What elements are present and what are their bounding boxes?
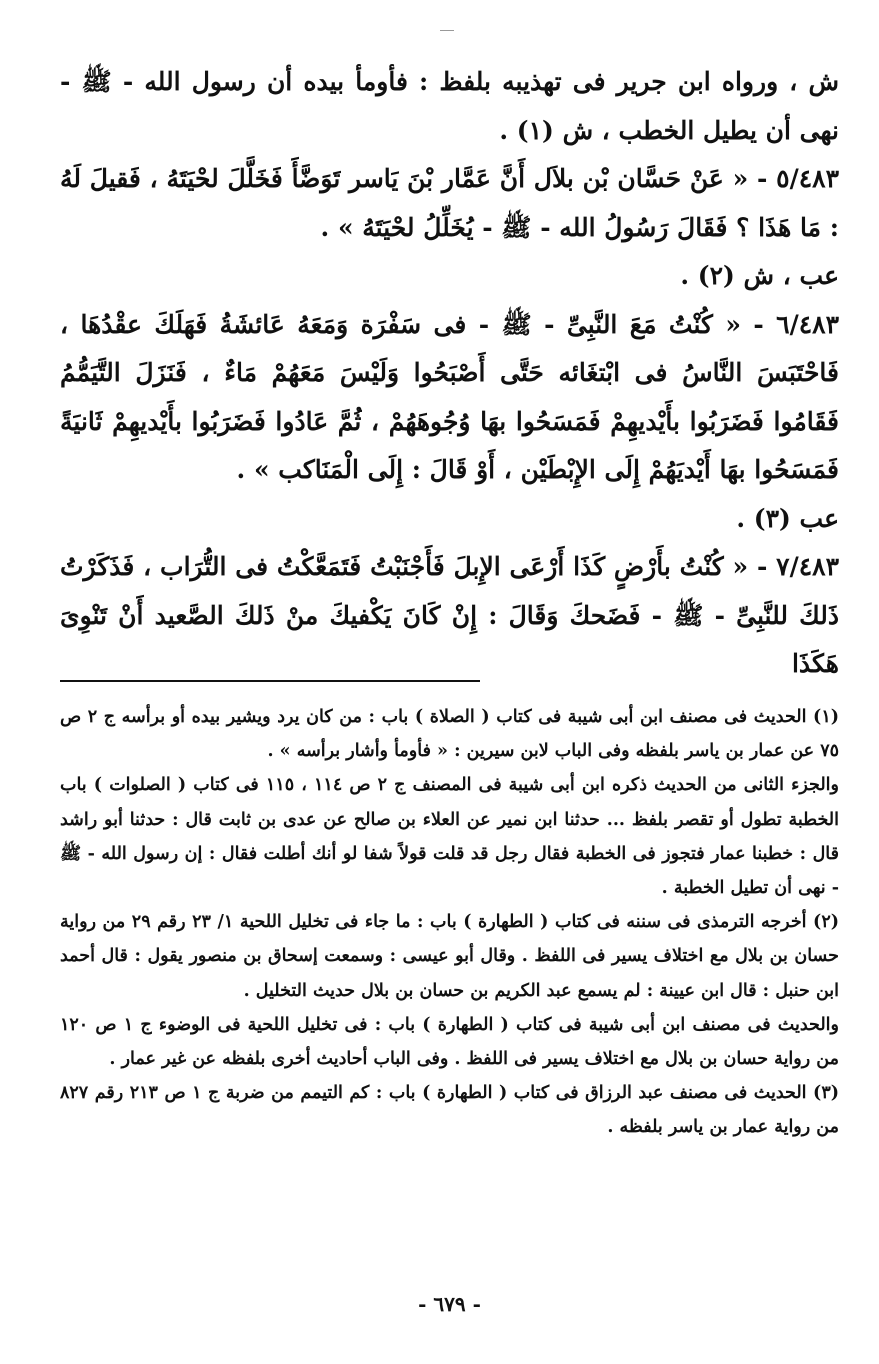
hadith-483-5: ٥/٤٨٣ - « عَنْ حَسَّان بْن بلاَل أَنَّ عَمَّار بْنَ يَاسر تَوَضَّأَ فَخَلَّلَ لحْيَتَهُ ، فَقيلَ لَهُ : مَا هَذَا ؟ فَقَالَ رَسُولُ الله - ﷺ - يُخَلِّلُ لحْيَتَهُ » .: [60, 164, 839, 242]
document-page: [60, 0, 839, 1364]
footnotes: [60, 700, 839, 1145]
paragraph-continuation: ش ، ورواه ابن جرير فى تهذيبه بلفظ : فأومأ بيده أن رسول الله - ﷺ - نهى أن يطيل الخطب ، ش (١) .: [60, 67, 839, 145]
source-reference: عب ، ش (٢) .: [680, 261, 839, 290]
footnote-2-continued: والحديث فى مصنف ابن أبى شيبة فى كتاب ( الطهارة ) باب : فى تخليل اللحية فى الوضوء ج ١ ص ١٢٠ من رواية حسان بن بلال مع اختلاف يسير فى اللفظ . وفى الباب أحاديث أخرى بلفظه عن غير عمار .: [60, 1014, 839, 1070]
source-reference: عب (٣) .: [736, 503, 839, 533]
footnote-3: (٣) الحديث فى مصنف عبد الرزاق فى كتاب ( الطهارة ) باب : كم التيمم من ضربة ج ١ ص ٢١٣ رقم ٨٢٧ من رواية عمار بن ياسر بلفظه .: [60, 1083, 840, 1138]
footnote-2: (٢) أخرجه الترمذى فى سننه فى كتاب ( الطهارة ) باب : ما جاء فى تخليل اللحية ١/ ٢٣ رقم ٢٩ من رواية حسان بن بلال مع اختلاف يسير فى اللفظ . وقال أبو عيسى : وسمعت إسحاق بن منصور يقول : قال أحمد ابن حنبل : قال ابن عيينة : لم يسمع عبد الكريم بن حسان بن بلال حديث التخليل .: [60, 912, 840, 1001]
footnote-1-continued: والجزء الثانى من الحديث ذكره ابن أبى شيبة فى المصنف ج ٢ ص ١١٤ ، ١١٥ فى كتاب ( الصلوات ) باب الخطبة تطول أو تقصر بلفظ ... حدثنا ابن نمير عن العلاء بن صالح عن عدى بن ثابت قال : حدثنا أبو راشد قال : خطبنا عمار فتجوز فى الخطبة فقال رجل قد قلت قولاً شفا لو أنك أطلت فقال : إن رسول الله - ﷺ - نهى أن تطيل الخطبة .: [60, 775, 840, 899]
footnote-divider: [60, 680, 480, 682]
footnote-1: (١) الحديث فى مصنف ابن أبى شيبة فى كتاب ( الصلاة ) باب : من كان يرد ويشير بيده أو برأسه ج ٢ ص ٧٥ عن عمار بن ياسر بلفظه وفى الباب لابن سيرين : « فأومأ وأشار برأسه » .: [60, 707, 840, 762]
hadith-483-6: ٦/٤٨٣ - « كُنْتُ مَعَ النَّبِىِّ - ﷺ - فى سَفْرَة وَمَعَهُ عَائشَةُ فَهَلَكَ عقْدُهَا ، فَاحْتَبَسَ النَّاسُ فى ابْتغَائه حَتَّى أَصْبَحُوا وَلَيْسَ مَعَهُمْ مَاءٌ ، فَنَزَلَ التَّيَمُّمُ فَقَامُوا فَضَرَبُوا بأَيْديهِمْ فَمَسَحُوا بهَا وُجُوهَهُمْ ، ثُمَّ عَادُوا فَضَرَبُوا بأَيْديهِمْ ثَانيَةً فَمَسَحُوا بهَا أَيْديَهُمْ إِلَى الإِبْطَيْن ، أَوْ قَالَ : إِلَى الْمَنَاكب » .: [60, 309, 839, 484]
page-number: - ٦٧٩ -: [418, 1292, 481, 1316]
hadith-483-7: ٧/٤٨٣ - « كُنْتُ بأَرْضٍ كَذَا أَرْعَى الإِبلَ فَأَجْنَبْتُ فَتَمَعَّكْتُ فى التُّرَاب ، فَذَكَرْتُ ذَلكَ للنَّبِىِّ - ﷺ - فَضَحكَ وَقَالَ : إِنْ كَانَ يَكْفيكَ منْ ذَلكَ الصَّعيد أَنْ تَنْوِىَ هَكَذَا: [60, 552, 839, 678]
main-text: [60, 58, 839, 689]
